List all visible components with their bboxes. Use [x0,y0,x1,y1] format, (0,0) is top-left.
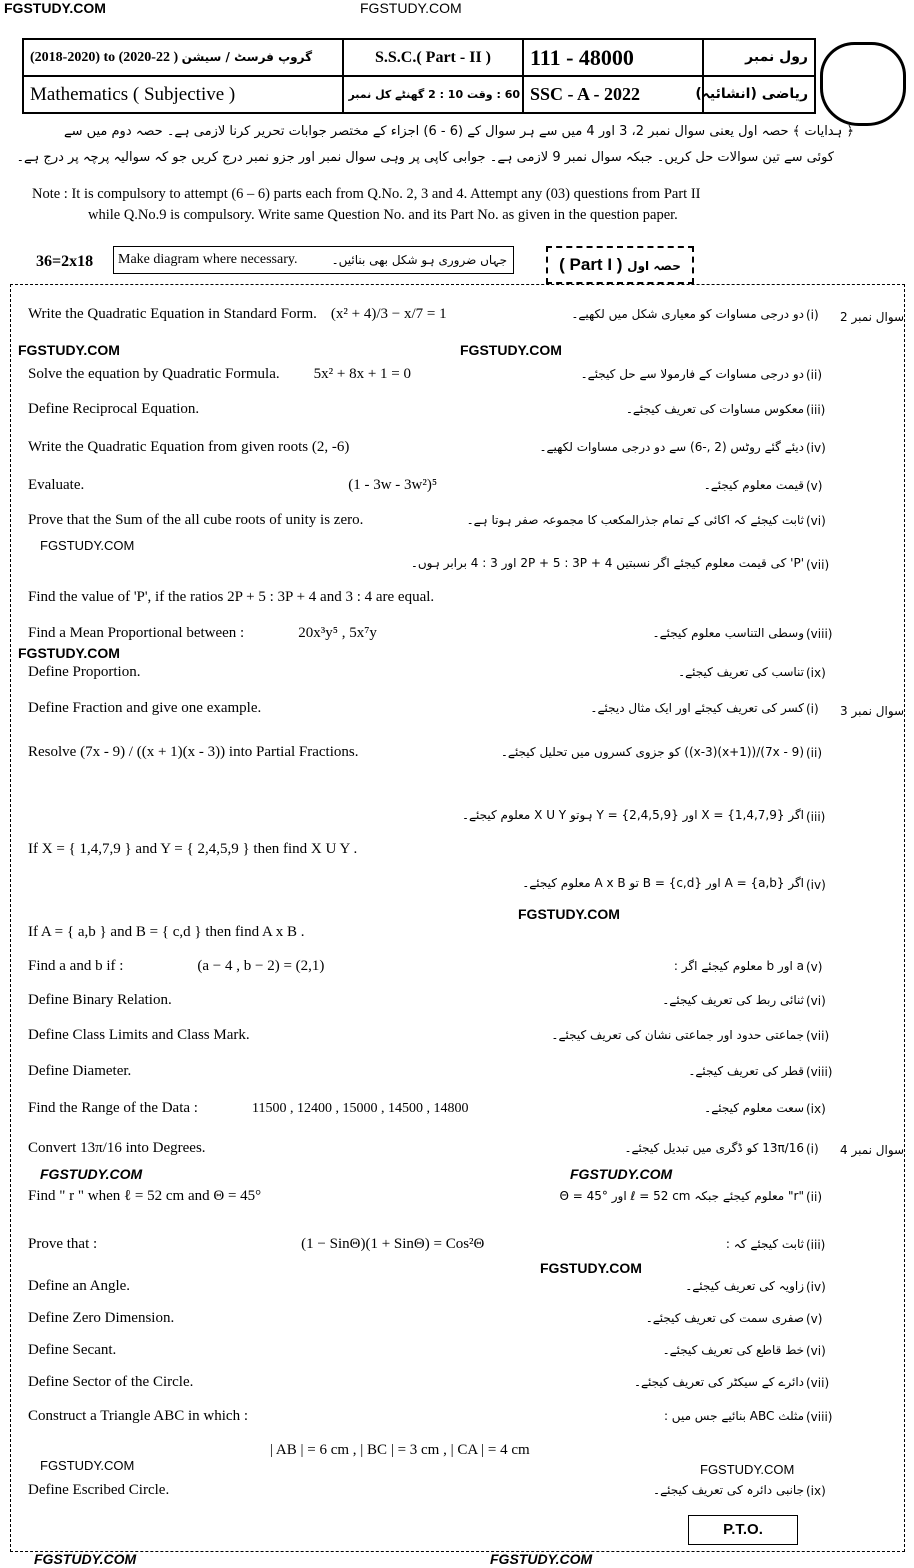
question-row: Prove that the Sum of the all cube roots of unity is zero. ثابت کیجئے کہ اکائی کے تمام جذرالمکعب کا مجموعہ صفر ہوتا ہے۔ (vi) [28,512,826,528]
questions-box [10,284,905,1552]
question-row: Find " r " when ℓ = 52 cm and Θ = 45° "r" معلوم کیجئے جبکہ ℓ = 52 cm اور Θ = 45° (ii) [28,1188,823,1204]
class: S.S.C.( Part - II ) [344,40,524,75]
diagram-note: Make diagram where necessary. جہاں ضروری ہو شکل بھی بنائیں۔ [113,246,514,274]
watermark: FGSTUDY.COM [490,1551,593,1567]
q4-label: سوال نمبر 4 [840,1143,905,1157]
exam-code: SSC - A - 2022 [524,77,704,112]
question-row: If X = { 1,4,7,9 } and Y = { 2,4,5,9 } then find X U Y . [28,841,358,857]
watermark: FGSTUDY.COM [460,342,562,358]
watermark: FGSTUDY.COM [540,1260,642,1276]
question-row: Define Sector of the Circle. دائرے کے سیکٹر کی تعریف کیجئے۔ (vii) [28,1374,830,1390]
question-row: Define Fraction and give one example. کسر کی تعریف کیجئے اور ایک مثال دیجئے۔ (i) [28,700,819,716]
question-row: Write the Quadratic Equation in Standard Form. (x² + 4)/3 − x/7 = 1 دو درجی مساوات کو معیاری شکل میں لکھیے۔ (i) [28,306,819,322]
question-row: Find a Mean Proportional between : 20x³y⁵ , 5x⁷y وسطی التناسب معلوم کیجئے۔ (viii) [28,625,833,641]
instructions-urdu-2: کوئی سے تین سوالات حل کریں۔ جبکہ سوال نمبر 9 لازمی ہے۔ جوابی کاپی پر وہی سوال نمبر اور جزو نمبر درج کریں جو کہ سوالیہ پرچہ پر درج ہے۔ [16,150,834,165]
question-row: Define Proportion. تناسب کی تعریف کیجئے۔ (ix) [28,664,826,680]
subject: Mathematics ( Subjective ) [24,77,344,112]
instructions-urdu-1: ﴿ ہدایات ﴾ حصہ اول یعنی سوال نمبر 2، 3 اور 4 میں سے ہر سوال کے (6 - 6) اجزاء کے مختصر جوابات تحریر کرنا لازمی ہے۔ حصہ دوم میں سے [63,124,854,139]
question-row: Define Binary Relation. ثنائی ربط کی تعریف کیجئے۔ (vi) [28,992,826,1008]
question-row: Prove that : (1 − SinΘ)(1 + SinΘ) = Cos²Θ ثابت کیجئے کہ : (iii) [28,1236,826,1252]
watermark: FGSTUDY.COM [700,1462,795,1477]
question-row: Convert 13π/16 into Degrees. 13π/16 کو ڈگری میں تبدیل کیجئے۔ (i) [28,1140,819,1156]
subject-urdu: ریاضی (انشائیہ) [695,86,808,102]
board-logo [820,42,906,126]
question-row: Resolve (7x - 9) / ((x + 1)(x - 3)) into Partial Fractions. (7x - 9)/((x+1)(x-3)) کو جزوی کسروں میں تحلیل کیجئے۔ (ii) [28,744,823,760]
question-row: Define an Angle. زاویہ کی تعریف کیجئے۔ (iv) [28,1278,826,1294]
session: (2018-2020) to (2020-22 ) گروپ فرسٹ / سیشن [24,40,344,75]
question-row: Define Diameter. قطر کی تعریف کیجئے۔ (viii) [28,1063,833,1079]
watermark: FGSTUDY.COM [360,0,462,16]
question-row: Find the Range of the Data : 11500 , 12400 , 15000 , 14500 , 14800 سعت معلوم کیجئے۔ (ix) [28,1100,826,1116]
watermark: FGSTUDY.COM [40,1166,143,1182]
q2-label: سوال نمبر 2 [840,310,905,324]
roll-label: رول نمبر [745,49,808,65]
question-row: Define Zero Dimension. صفری سمت کی تعریف کیجئے۔ (v) [28,1310,823,1326]
question-row: Define Class Limits and Class Mark. جماعتی حدود اور جماعتی نشان کی تعریف کیجئے۔ (vii) [28,1027,830,1043]
question-row: 'P' کی قیمت معلوم کیجئے اگر نسبتیں 2P + 5 : 3P + 4 اور 3 : 4 برابر ہوں۔ (vii) [410,556,830,572]
watermark: FGSTUDY.COM [570,1166,673,1182]
note-line-2: while Q.No.9 is compulsory. Write same Question No. and its Part No. as given in the question paper. [88,207,678,223]
watermark: FGSTUDY.COM [18,342,120,358]
note-line-1: Note : It is compulsory to attempt (6 – 6) parts each from Q.No. 2, 3 and 4. Attempt any (03) questions from Part II [32,186,701,202]
question-row: Find the value of 'P', if the ratios 2P + 5 : 3P + 4 and 3 : 4 are equal. [28,589,435,605]
question-row: Evaluate. (1 - 3w - 3w²)⁵ قیمت معلوم کیجئے۔ (v) [28,477,823,493]
question-row: Define Secant. خط قاطع کی تعریف کیجئے۔ (vi) [28,1342,826,1358]
watermark: FGSTUDY.COM [4,0,106,16]
question-row: Define Reciprocal Equation. معکوس مساوات کی تعریف کیجئے۔ (iii) [28,401,826,417]
watermark: FGSTUDY.COM [18,645,120,661]
time-marks: 60 : وقت 10 : 2 گھنٹے کل نمبر [344,77,524,112]
question-row: اگر A = {a,b} اور B = {c,d} تو A x B معلوم کیجئے۔ (iv) [522,876,826,892]
watermark: FGSTUDY.COM [518,906,620,922]
marks: 36=2x18 [36,253,94,270]
watermark: FGSTUDY.COM [34,1551,137,1567]
part-label: ( Part I ) حصہ اول [546,246,694,284]
question-row: اگر X = {1,4,7,9} اور Y = {2,4,5,9} ہوتو X U Y معلوم کیجئے۔ (iii) [461,808,826,824]
question-row: Define Escribed Circle. جانبی دائرہ کی تعریف کیجئے۔ (ix) [28,1482,826,1498]
question-row: Write the Quadratic Equation from given roots (2, -6) دیئے گئے روٹس (2 ,-6) سے دو درجی مساوات لکھیے۔ (iv) [28,439,826,455]
question-row: Construct a Triangle ABC in which : مثلث ABC بنائیے جس میں : (viii) [28,1408,833,1424]
watermark: FGSTUDY.COM [40,1458,135,1473]
q3-label: سوال نمبر 3 [840,704,905,718]
watermark: FGSTUDY.COM [40,538,135,553]
question-row: Solve the equation by Quadratic Formula. 5x² + 8x + 1 = 0 دو درجی مساوات کے فارمولا سے حل کیجئے۔ (ii) [28,366,823,382]
question-row: If A = { a,b } and B = { c,d } then find A x B . [28,924,305,940]
roll-number: 111 - 48000 [524,40,704,75]
question-row: Find a and b if : (a − 4 , b − 2) = (2,1) a اور b معلوم کیجئے اگر : (v) [28,958,823,974]
header-table [22,38,816,114]
triangle-given: | AB | = 6 cm , | BC | = 3 cm , | CA | = 4 cm [270,1442,530,1458]
pto-label: P.T.O. [688,1515,798,1545]
